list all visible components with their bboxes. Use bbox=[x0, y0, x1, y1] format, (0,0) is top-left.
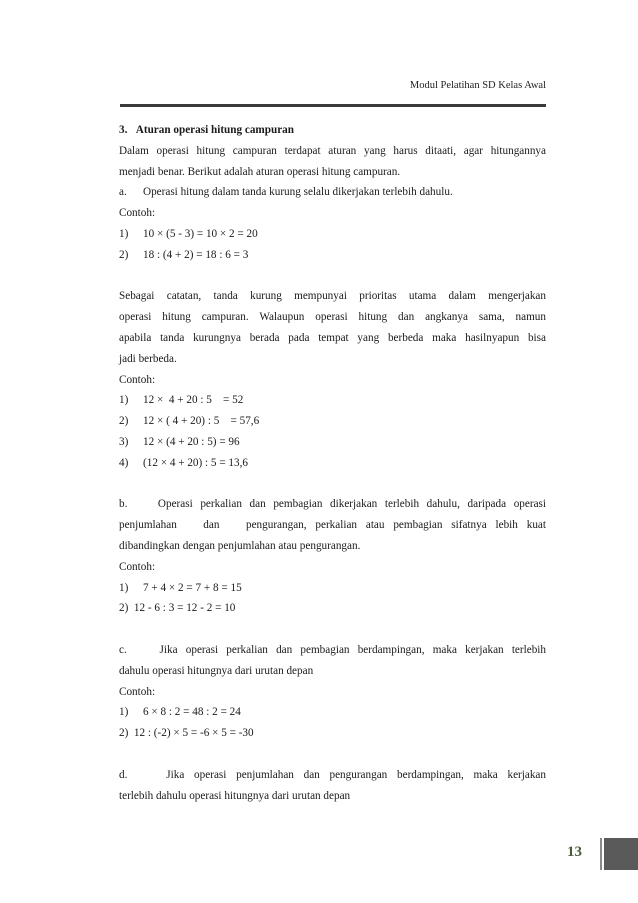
section-heading: 3. Aturan operasi hitung campuran bbox=[119, 124, 294, 136]
intro-line-1: Dalam operasi hitung campuran terdapat aturan yang harus ditaati, agar hitungannya bbox=[119, 144, 546, 157]
rule-b-line-2: penjumlahan dan pengurangan, perkalian atau pembagian sifatnya lebih kuat bbox=[119, 519, 546, 532]
example-text: (12 × 4 + 20) : 5 = 13,6 bbox=[143, 456, 249, 469]
example-item: 2) 12 : (-2) × 5 = -6 × 5 = -30 bbox=[119, 727, 254, 740]
intro-line-2: menjadi benar. Berikut adalah aturan operasi hitung campuran. bbox=[119, 165, 401, 178]
example-text: 12 × (4 + 20 : 5) = 96 bbox=[143, 435, 240, 448]
footer-accent-block bbox=[604, 838, 638, 870]
example-text: 6 × 8 : 2 = 48 : 2 = 24 bbox=[143, 706, 241, 719]
spacer bbox=[119, 474, 546, 495]
example-text: 12 × ( 4 + 20) : 5 = 57,6 bbox=[143, 415, 260, 428]
example-text: 12 × 4 + 20 : 5 = 52 bbox=[143, 394, 244, 407]
spacer bbox=[119, 266, 546, 287]
rule-c-line-2: dahulu operasi hitungnya dari urutan depan bbox=[119, 664, 314, 677]
page-number: 13 bbox=[567, 844, 582, 860]
example-text: 10 × (5 - 3) = 10 × 2 = 20 bbox=[143, 227, 258, 240]
example-item bbox=[119, 702, 546, 723]
example-number: 1) bbox=[119, 706, 129, 719]
example-number: 3) bbox=[119, 435, 129, 448]
example-number: 1) bbox=[119, 227, 129, 240]
rule-a bbox=[119, 182, 546, 203]
contoh-label: Contoh: bbox=[119, 685, 156, 698]
note-line-1: Sebagai catatan, tanda kurung mempunyai prioritas utama dalam mengerjakan bbox=[119, 290, 546, 303]
rule-b-line-1: b. Operasi perkalian dan pembagian dikerjakan terlebih dahulu, daripada operasi bbox=[119, 498, 546, 511]
example-number: 2) bbox=[119, 248, 129, 261]
example-item bbox=[119, 432, 546, 453]
rule-a-marker: a. bbox=[119, 186, 127, 199]
rule-c-line-1: c. Jika operasi perkalian dan pembagian berdampingan, maka kerjakan terlebih bbox=[119, 643, 546, 656]
example-item bbox=[119, 224, 546, 245]
rule-d-line-2: terlebih dahulu operasi hitungnya dari urutan depan bbox=[119, 789, 351, 802]
example-item bbox=[119, 245, 546, 266]
example-number: 2) bbox=[119, 415, 129, 428]
example-number: 1) bbox=[119, 581, 129, 594]
contoh-label: Contoh: bbox=[119, 207, 156, 220]
note-line-2: operasi hitung campuran. Walaupun operasi hitung dan angkanya sama, namun bbox=[119, 311, 546, 324]
note-line-3: apabila tanda kurungnya berada pada tempat yang berbeda maka hasilnyapun bisa bbox=[119, 331, 546, 344]
spacer bbox=[119, 744, 546, 765]
example-text: 7 + 4 × 2 = 7 + 8 = 15 bbox=[143, 581, 242, 594]
example-text: 18 : (4 + 2) = 18 : 6 = 3 bbox=[143, 248, 249, 261]
rule-a-text: Operasi hitung dalam tanda kurung selalu dikerjakan terlebih dahulu. bbox=[143, 186, 453, 199]
page-body bbox=[119, 120, 546, 806]
spacer bbox=[119, 619, 546, 640]
note-line-4: jadi berbeda. bbox=[119, 352, 177, 365]
rule-d-line-1: d. Jika operasi penjumlahan dan pengurangan berdampingan, maka kerjakan bbox=[119, 768, 546, 781]
rule-b-line-3: dibandingkan dengan penjumlahan atau pengurangan. bbox=[119, 539, 361, 552]
contoh-label: Contoh: bbox=[119, 560, 156, 573]
example-number: 4) bbox=[119, 456, 129, 469]
example-item bbox=[119, 411, 546, 432]
example-item: 2) 12 - 6 : 3 = 12 - 2 = 10 bbox=[119, 602, 236, 615]
header-rule bbox=[120, 104, 546, 107]
example-number: 1) bbox=[119, 394, 129, 407]
contoh-label: Contoh: bbox=[119, 373, 156, 386]
example-item bbox=[119, 453, 546, 474]
example-item bbox=[119, 390, 546, 411]
running-header: Modul Pelatihan SD Kelas Awal bbox=[409, 80, 546, 91]
example-item bbox=[119, 578, 546, 599]
footer-accent-line bbox=[600, 838, 602, 870]
